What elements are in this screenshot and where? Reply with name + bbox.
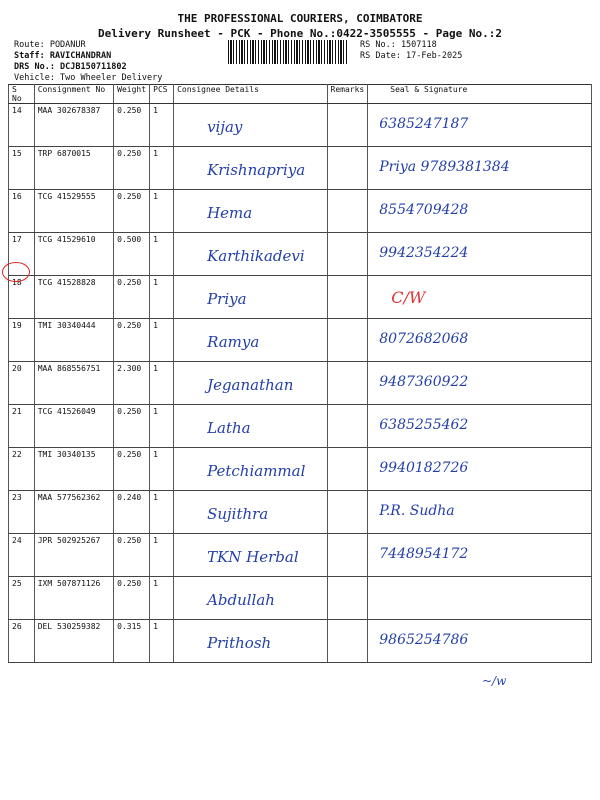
consignee-handwriting: Jeganathan [207, 376, 294, 394]
table-row [9, 276, 592, 319]
cell-consignment: IXM 507871126 [34, 577, 113, 620]
cell-consignee [174, 362, 327, 405]
consignee-handwriting: Priya [207, 290, 247, 308]
cell-remarks [327, 448, 368, 491]
cell-weight: 0.250 [114, 190, 150, 233]
consignee-handwriting: vijay [207, 118, 243, 136]
cell-sno: 22 [9, 448, 35, 491]
table-row [9, 491, 592, 534]
cell-weight: 0.250 [114, 577, 150, 620]
cell-consignee [174, 620, 327, 663]
row-18-circle-mark [2, 262, 30, 282]
cell-signature [368, 534, 592, 577]
cell-consignee [174, 147, 327, 190]
cell-consignment: TCG 41529555 [34, 190, 113, 233]
signature-handwriting: Priya 9789381384 [379, 159, 510, 175]
signature-handwriting: 6385247187 [379, 116, 469, 132]
consignee-handwriting: Prithosh [207, 634, 272, 652]
signature-handwriting: 9487360922 [379, 374, 469, 390]
cell-pcs: 1 [150, 319, 174, 362]
consignee-handwriting: Latha [207, 419, 251, 437]
cell-remarks [327, 534, 368, 577]
table-row [9, 190, 592, 233]
cell-consignee [174, 276, 327, 319]
cell-pcs: 1 [150, 276, 174, 319]
cell-sno: 20 [9, 362, 35, 405]
cell-signature [368, 448, 592, 491]
cell-consignee [174, 233, 327, 276]
cell-weight: 0.250 [114, 405, 150, 448]
cell-consignment: TMI 30340135 [34, 448, 113, 491]
table-row [9, 319, 592, 362]
cell-consignee [174, 491, 327, 534]
cell-remarks [327, 319, 368, 362]
cell-weight: 0.250 [114, 147, 150, 190]
cell-consignee [174, 319, 327, 362]
cell-pcs: 1 [150, 190, 174, 233]
table-row [9, 448, 592, 491]
cell-weight: 0.500 [114, 233, 150, 276]
cell-sno: 21 [9, 405, 35, 448]
cell-signature [368, 577, 592, 620]
runsheet-meta-left [14, 40, 162, 84]
cell-signature [368, 147, 592, 190]
cell-sno: 25 [9, 577, 35, 620]
rs-date-field: RS Date: 17-Feb-2025 [360, 51, 463, 61]
table-row [9, 405, 592, 448]
cell-weight: 0.250 [114, 104, 150, 147]
col-header-sno: S No [9, 85, 35, 104]
cell-pcs: 1 [150, 491, 174, 534]
cell-pcs: 1 [150, 147, 174, 190]
consignee-handwriting: Hema [207, 204, 253, 222]
cell-consignment: TCG 41526049 [34, 405, 113, 448]
cell-remarks [327, 104, 368, 147]
cell-consignment: MAA 577562362 [34, 491, 113, 534]
col-header-seal: Seal & Signature [368, 85, 592, 104]
table-row [9, 362, 592, 405]
table-row [9, 147, 592, 190]
cell-sno: 26 [9, 620, 35, 663]
cell-consignee [174, 448, 327, 491]
cell-sno: 14 [9, 104, 35, 147]
cell-consignee [174, 190, 327, 233]
cell-weight: 0.250 [114, 276, 150, 319]
signature-handwriting: 9942354224 [379, 245, 469, 261]
cell-remarks [327, 147, 368, 190]
col-header-pcs: PCS [150, 85, 174, 104]
table-row [9, 620, 592, 663]
cell-consignee [174, 405, 327, 448]
signature-handwriting: C/W [391, 288, 426, 307]
cell-weight: 0.250 [114, 448, 150, 491]
runsheet-subtitle: Delivery Runsheet - PCK - Phone No.:0422-3505555 - Page No.:2 [98, 27, 502, 40]
cell-remarks [327, 233, 368, 276]
cell-signature [368, 491, 592, 534]
cell-pcs: 1 [150, 233, 174, 276]
cell-consignment: MAA 868556751 [34, 362, 113, 405]
col-header-remarks: Remarks [327, 85, 368, 104]
route-field: Route: PODANUR [14, 40, 86, 50]
consignee-handwriting: Sujithra [207, 505, 269, 523]
cell-consignment: TRP 6870015 [34, 147, 113, 190]
consignee-handwriting: Petchiammal [207, 462, 306, 480]
signature-handwriting: P.R. Sudha [379, 503, 455, 519]
cell-consignment: TCG 41529610 [34, 233, 113, 276]
signature-handwriting: 8072682068 [379, 331, 469, 347]
cell-signature [368, 620, 592, 663]
col-header-weight: Weight [114, 85, 150, 104]
cell-consignment: DEL 530259382 [34, 620, 113, 663]
table-row [9, 104, 592, 147]
vehicle-field: Vehicle: Two Wheeler Delivery [14, 73, 163, 83]
cell-signature [368, 104, 592, 147]
consignee-handwriting: Abdullah [207, 591, 275, 609]
page-initial-scribble: ~/w [482, 674, 507, 688]
cell-weight: 0.250 [114, 319, 150, 362]
cell-signature [368, 276, 592, 319]
cell-remarks [327, 620, 368, 663]
cell-consignment: JPR 502925267 [34, 534, 113, 577]
cell-weight: 2.300 [114, 362, 150, 405]
cell-signature [368, 233, 592, 276]
table-body [9, 104, 592, 663]
courier-company-title: THE PROFESSIONAL COURIERS, COIMBATORE [177, 12, 423, 25]
runsheet-meta-right [360, 40, 462, 62]
cell-sno: 15 [9, 147, 35, 190]
cell-pcs: 1 [150, 577, 174, 620]
cell-signature [368, 362, 592, 405]
cell-signature [368, 405, 592, 448]
consignee-handwriting: Ramya [207, 333, 260, 351]
cell-signature [368, 190, 592, 233]
barcode-image [228, 40, 348, 64]
rs-number-field: RS No.: 1507118 [360, 40, 437, 50]
cell-pcs: 1 [150, 448, 174, 491]
consignee-handwriting: Krishnapriya [207, 161, 306, 179]
cell-weight: 0.315 [114, 620, 150, 663]
col-header-consignment: Consignment No [34, 85, 113, 104]
cell-consignee [174, 104, 327, 147]
consignee-handwriting: TKN Herbal [207, 548, 299, 566]
signature-handwriting: 9865254786 [379, 632, 469, 648]
cell-sno: 23 [9, 491, 35, 534]
cell-remarks [327, 362, 368, 405]
cell-pcs: 1 [150, 534, 174, 577]
cell-sno: 16 [9, 190, 35, 233]
cell-pcs: 1 [150, 620, 174, 663]
cell-remarks [327, 276, 368, 319]
cell-sno: 24 [9, 534, 35, 577]
cell-consignee [174, 534, 327, 577]
cell-remarks [327, 491, 368, 534]
cell-consignment: TCG 41528828 [34, 276, 113, 319]
cell-remarks [327, 405, 368, 448]
cell-pcs: 1 [150, 104, 174, 147]
consignee-handwriting: Karthikadevi [207, 247, 305, 265]
table-row [9, 233, 592, 276]
cell-sno: 17 [9, 233, 35, 276]
cell-remarks [327, 577, 368, 620]
signature-handwriting: 9940182726 [379, 460, 469, 476]
table-row [9, 577, 592, 620]
cell-weight: 0.240 [114, 491, 150, 534]
signature-handwriting: 6385255462 [379, 417, 469, 433]
cell-pcs: 1 [150, 405, 174, 448]
staff-field: Staff: RAVICHANDRAN [14, 51, 112, 61]
signature-handwriting: 7448954172 [379, 546, 469, 562]
signature-handwriting: 8554709428 [379, 202, 469, 218]
cell-consignment: TMI 30340444 [34, 319, 113, 362]
cell-weight: 0.250 [114, 534, 150, 577]
cell-signature [368, 319, 592, 362]
drs-field: DRS No.: DCJB150711802 [14, 62, 127, 72]
cell-consignment: MAA 302678387 [34, 104, 113, 147]
col-header-consignee: Consignee Details [174, 85, 327, 104]
cell-pcs: 1 [150, 362, 174, 405]
cell-remarks [327, 190, 368, 233]
table-row [9, 534, 592, 577]
cell-sno: 19 [9, 319, 35, 362]
table-header-row [9, 85, 592, 104]
cell-sno: 18 [9, 276, 35, 319]
delivery-table [8, 84, 592, 663]
cell-consignee [174, 577, 327, 620]
